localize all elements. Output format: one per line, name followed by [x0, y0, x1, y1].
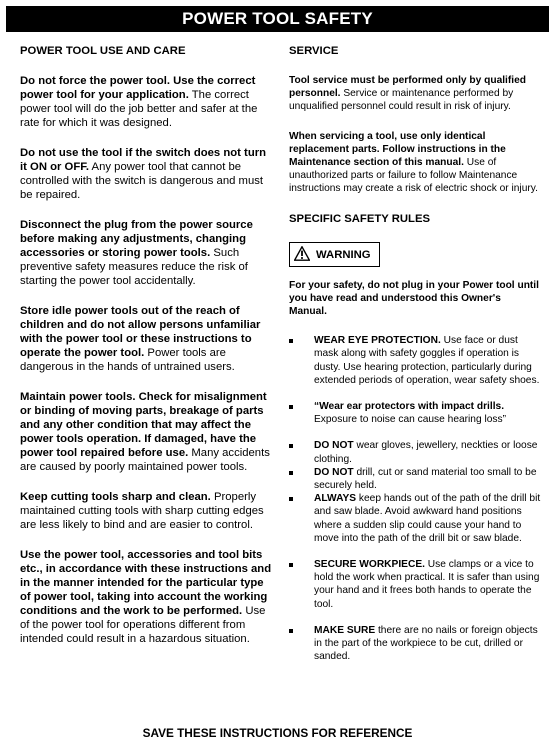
bullet-icon [289, 497, 293, 501]
rule-text: drill, cut or sand material too small to be securely held. [314, 466, 537, 492]
rule-bold: SECURE WORKPIECE. [314, 559, 425, 571]
list-item [289, 624, 541, 664]
paragraph-bold: Do not use the tool if the switch does not turn it ON or OFF. [20, 147, 267, 173]
paragraph-text: Service or maintenance performed by unqualified personnel could result in risk of injury. [289, 88, 514, 113]
bullet-icon [289, 405, 293, 409]
rule-bold: DO NOT [314, 466, 354, 478]
rule-text: wear gloves, jewellery, neckties or loose clothing. [314, 440, 538, 465]
paragraph-cutting-tools [20, 490, 272, 532]
paragraph-bold: Disconnect the plug from the power source before making any adjustments, changing accessories or storing power tools. [20, 219, 253, 259]
safety-rules-list [289, 334, 541, 663]
paragraph-text: Use of unauthorized parts or failure to follow Maintenance instructions may create a risk of electric shock or injury. [289, 157, 538, 195]
section-heading-use-and-care: POWER TOOL USE AND CARE [20, 45, 186, 57]
right-column [289, 44, 541, 677]
paragraph-maintain [20, 390, 272, 474]
bullet-icon [289, 471, 293, 475]
paragraph-bold: Store idle power tools out of the reach of children and do not allow persons unfamiliar with the power tool or these instructions to operate the power tool. [20, 305, 261, 359]
paragraph-bold: Maintain power tools. Check for misalignment or binding of moving parts, breakage of parts and any other condition that may affect the power tools operation. If damaged, have the power tool repaired before use. [20, 391, 267, 459]
rule-text: Exposure to noise can cause hearing loss” [314, 414, 506, 426]
paragraph-bold: When servicing a tool, use only identical replacement parts. Follow instructions in the Maintenance section of this manual. [289, 130, 506, 169]
paragraph-text: The correct power tool will do the job better and safer at the rate for which it was designed. [20, 89, 258, 129]
rule-bold: DO NOT [314, 440, 354, 452]
paragraph-bold: Keep cutting tools sharp and clean. [20, 491, 211, 503]
bullet-icon [289, 339, 293, 343]
page-title-banner: POWER TOOL SAFETY [6, 6, 549, 32]
list-item [289, 439, 541, 465]
warning-triangle-icon [294, 246, 310, 261]
paragraph-replacement-parts [289, 130, 541, 196]
list-item [289, 400, 541, 426]
paragraph-dont-force [20, 74, 272, 130]
paragraph-accessories [20, 548, 272, 646]
warning-label-box [289, 242, 380, 267]
paragraph-text: Many accidents are caused by poorly maintained power tools. [20, 447, 270, 473]
section-heading-specific-rules: SPECIFIC SAFETY RULES [289, 212, 431, 225]
warning-label: WARNING [316, 248, 371, 261]
left-column [20, 44, 272, 662]
paragraph-bold: Do not force the power tool. Use the correct power tool for your application. [20, 75, 256, 101]
paragraph-text: Use of the power tool for operations different from intended could result in a hazardous situation. [20, 605, 266, 645]
paragraph-text: Power tools are dangerous in the hands of untrained users. [20, 347, 235, 373]
rule-text: keep hands out of the path of the drill bit and saw blade. Avoid awkward hand positions where a sudden slip could cause your hand to move into the path of the drill bit or saw blade. [314, 493, 541, 544]
list-item [289, 334, 541, 387]
warning-statement: For your safety, do not plug in your Power tool until you have read and understood this Owner's Manual. [289, 279, 539, 318]
footer-note: SAVE THESE INSTRUCTIONS FOR REFERENCE [142, 726, 413, 740]
list-item [289, 492, 541, 545]
rule-bold: “Wear ear protectors with impact drills. [314, 401, 505, 413]
paragraph-text: Properly maintained cutting tools with sharp cutting edges are less likely to bind and are easier to control. [20, 491, 264, 531]
rule-bold: WEAR EYE PROTECTION. [314, 335, 441, 347]
paragraph-store-idle [20, 304, 272, 374]
paragraph-disconnect [20, 218, 272, 288]
list-item [289, 558, 541, 611]
rule-bold: MAKE SURE [314, 624, 376, 636]
section-heading-service: SERVICE [289, 45, 339, 57]
rule-bold: ALWAYS [314, 493, 357, 505]
rule-text: Use face or dust mask along with safety goggles if operation is dusty. Use hearing protection, particularly during extended periods of operation, wear safety shoes. [314, 335, 540, 386]
bullet-icon [289, 563, 293, 567]
paragraph-text: Any power tool that cannot be controlled with the switch is dangerous and must be repaired. [20, 161, 264, 201]
paragraph-bold: Tool service must be performed only by qualified personnel. [289, 75, 527, 100]
bullet-icon [289, 444, 293, 448]
paragraph-text: Such preventive safety measures reduce the risk of starting the power tool accidentally. [20, 247, 248, 287]
rule-text: there are no nails or foreign objects in the part of the workpiece to be cut, drilled or sanded. [314, 624, 538, 663]
paragraph-switch [20, 146, 272, 202]
paragraph-qualified-service [289, 74, 541, 114]
rule-text: Use clamps or a vice to hold the work when practical. It is safer than using your hand and it frees both hands to operate the tool. [314, 559, 540, 610]
list-item [289, 466, 541, 492]
paragraph-bold: Use the power tool, accessories and tool bits etc., in accordance with these instructions and in the manner intended for the particular type of power tool, taking into account the working conditions and the work to be performed. [20, 549, 272, 617]
bullet-icon [289, 629, 293, 633]
